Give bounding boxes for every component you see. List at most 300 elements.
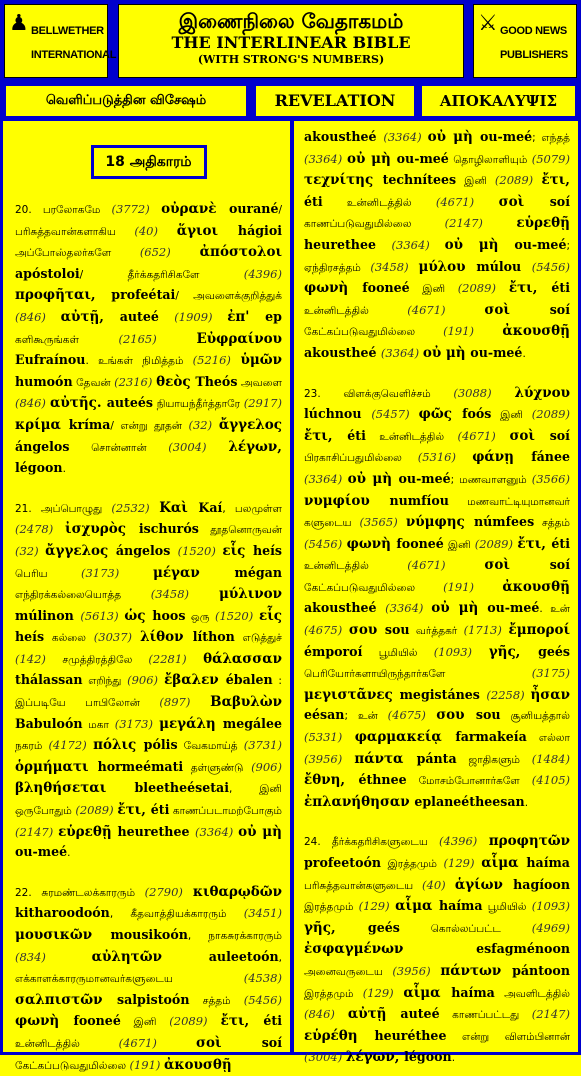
greek-word: σοὶ bbox=[196, 1034, 262, 1051]
strongs-number: (191) bbox=[443, 579, 503, 594]
transliteration: númfees bbox=[473, 514, 535, 530]
greek-word: ἔτι, bbox=[541, 172, 570, 189]
greek-word: αὐτῇ, bbox=[60, 308, 120, 325]
transliteration: hormeémati bbox=[97, 758, 184, 774]
transliteration: éti bbox=[150, 802, 170, 818]
transliteration: akoustheé bbox=[304, 344, 381, 360]
transliteration: auteé bbox=[400, 1006, 440, 1022]
greek-book-name: ΑΠΟΚΑΛΥΨΙΣ bbox=[420, 84, 577, 118]
greek-word: ἐπλανήθησαν bbox=[304, 793, 415, 810]
subtitle: (WITH STRONG'S NUMBERS) bbox=[197, 53, 385, 66]
transliteration: geés bbox=[538, 643, 570, 659]
strongs-number: (2089) bbox=[75, 803, 118, 818]
transliteration: hoos bbox=[152, 607, 186, 623]
strongs-number: (4969) bbox=[531, 920, 570, 935]
greek-word: λίθον bbox=[140, 629, 193, 646]
tamil-word: பூமியில் bbox=[362, 646, 434, 659]
transliteration: émporoí bbox=[304, 643, 363, 659]
greek-word: οὐ μὴ bbox=[347, 470, 399, 487]
tamil-word: எறிந்து bbox=[82, 675, 128, 688]
strongs-number: (3565) bbox=[359, 515, 406, 530]
strongs-number: (32) bbox=[188, 417, 219, 432]
right-verses bbox=[304, 127, 570, 1069]
verse bbox=[15, 498, 282, 864]
greek-word: αἷμα bbox=[395, 898, 439, 915]
transliteration: éti bbox=[263, 1013, 282, 1029]
transliteration: soí bbox=[549, 301, 570, 317]
strongs-number: (4675) bbox=[387, 708, 437, 723]
tamil-word: கொல்லப்பட்ட bbox=[399, 922, 532, 935]
transliteration: ou-meé bbox=[396, 150, 449, 166]
strongs-number: (129) bbox=[358, 899, 396, 914]
greek-word: ἅγιοι bbox=[176, 222, 238, 239]
greek-word: λύχνου bbox=[514, 384, 570, 401]
tamil-word: நியாயந்தீர்த்தாரே bbox=[152, 398, 244, 411]
transliteration: mégan bbox=[234, 564, 282, 580]
transliteration: auteé bbox=[119, 308, 175, 324]
transliteration: légoon bbox=[15, 460, 63, 476]
strongs-number: (3364) bbox=[304, 471, 348, 486]
greek-word: μύλινον bbox=[219, 586, 282, 603]
strongs-number: (2478) bbox=[15, 522, 66, 537]
transliteration: ou-meé bbox=[15, 844, 68, 860]
transliteration: kitharoodoón bbox=[15, 905, 110, 921]
transliteration: pólis bbox=[143, 737, 178, 753]
tamil-word: இனி bbox=[443, 538, 475, 551]
greek-word: ἔβαλεν bbox=[164, 672, 226, 689]
transliteration: pántoon bbox=[512, 962, 570, 978]
tamil-word: சொன்னான் bbox=[69, 441, 169, 454]
transliteration: ep bbox=[265, 308, 282, 324]
transliteration: mousikoón bbox=[110, 927, 188, 942]
tamil-word: அவளை bbox=[237, 376, 283, 389]
tamil-word: 22. சுரமண்டலக்காரரும் bbox=[15, 886, 145, 899]
strongs-number: (4671) bbox=[407, 302, 485, 317]
greek-word: γῆς, bbox=[488, 643, 539, 660]
strongs-number: (846) bbox=[15, 309, 61, 324]
verse bbox=[15, 882, 282, 1076]
transliteration: haíma bbox=[451, 984, 495, 1000]
strongs-number: (4671) bbox=[435, 194, 499, 209]
tamil-word: காணப்படாமற்போகும் bbox=[169, 805, 282, 818]
greek-word: ἀκουσθῇ bbox=[164, 1056, 232, 1073]
strongs-number: (906) bbox=[251, 759, 282, 774]
strongs-number: (1093) bbox=[433, 644, 489, 659]
tamil-word: இரத்தமும் bbox=[381, 858, 444, 870]
greek-word: εἷς bbox=[259, 607, 282, 624]
greek-word: ἀκουσθῇ bbox=[502, 323, 570, 340]
strongs-number: (5331) bbox=[304, 730, 355, 745]
tamil-word: இனி bbox=[120, 1016, 170, 1029]
strongs-number: (2917) bbox=[243, 396, 282, 411]
greek-word: ἔτι, bbox=[220, 1013, 264, 1030]
strongs-number: (1484) bbox=[531, 751, 570, 766]
greek-word: πόλις bbox=[93, 737, 144, 754]
transliteration: éti bbox=[347, 427, 366, 443]
strongs-number: (3451) bbox=[243, 906, 282, 921]
greek-word: εὑρεθῇ bbox=[58, 823, 118, 840]
strongs-number: (846) bbox=[15, 396, 50, 411]
transliteration: haíma bbox=[526, 855, 570, 870]
transliteration: Eufraínou bbox=[15, 352, 86, 368]
greek-word: φῶς bbox=[418, 406, 463, 423]
transliteration: soí bbox=[549, 193, 570, 209]
strongs-number: (4396) bbox=[439, 834, 489, 849]
greek-word: εὑρεθῇ bbox=[516, 215, 570, 232]
transliteration: éti bbox=[551, 280, 571, 296]
tamil-word: ; மணவாளனும் bbox=[450, 473, 532, 486]
left-logo-line2: INTERNATIONAL bbox=[31, 49, 117, 61]
transliteration: fánee bbox=[531, 449, 570, 465]
bellwether-logo-icon: ♟ bbox=[9, 11, 29, 36]
transliteration: heurethee bbox=[304, 236, 392, 252]
transliteration: auteés bbox=[106, 395, 153, 411]
greek-word: φωνὴ bbox=[304, 280, 363, 297]
tamil-word: , கீதவாத்தியக்காரரும் bbox=[109, 908, 244, 921]
strongs-number: (906) bbox=[127, 673, 165, 688]
greek-word: ἀκουσθῇ bbox=[502, 578, 570, 595]
strongs-number: (4538) bbox=[243, 971, 282, 986]
tamil-word: என்று விளம்பினான் bbox=[446, 1030, 570, 1043]
strongs-number: (846) bbox=[304, 1007, 348, 1022]
strongs-number: (652) bbox=[139, 245, 200, 260]
strongs-number: (3173) bbox=[114, 716, 160, 731]
greek-word: οὐρανὲ bbox=[161, 201, 229, 217]
tamil-word: ஒரு bbox=[185, 610, 215, 623]
tamil-word: பெரிய bbox=[15, 567, 81, 580]
tamil-word: ; உன் bbox=[344, 710, 388, 723]
transliteration: akoustheé bbox=[304, 129, 384, 144]
greek-word: κιθαρῳδῶν bbox=[192, 883, 282, 900]
strongs-number: (4172) bbox=[48, 738, 94, 753]
greek-word: ἰσχυρὸς bbox=[65, 521, 139, 538]
tamil-word: . bbox=[62, 463, 66, 476]
transliteration: hágioi bbox=[237, 222, 282, 238]
transliteration: auleetoón bbox=[208, 948, 279, 964]
tamil-word: சத்தம் bbox=[189, 994, 244, 1007]
transliteration: ou-meé bbox=[514, 236, 567, 252]
greek-word: σου bbox=[436, 707, 476, 724]
transliteration: heuréthee bbox=[374, 1027, 447, 1043]
greek-word: βληθήσεται bbox=[15, 780, 135, 797]
strongs-number: (1093) bbox=[531, 899, 570, 914]
strongs-number: (834) bbox=[15, 949, 92, 964]
tamil-word: , நாகசுரக்காரரும் bbox=[187, 930, 282, 942]
verse bbox=[15, 199, 282, 480]
tamil-word: இரத்தமும் bbox=[304, 987, 363, 1000]
strongs-number: (3772) bbox=[111, 202, 162, 216]
greek-word: τεχνίτης bbox=[304, 172, 383, 189]
strongs-number: (3364) bbox=[304, 151, 347, 166]
greek-word: λέγων, bbox=[228, 438, 282, 455]
strongs-number: (4671) bbox=[407, 558, 485, 573]
greek-word: ἔθνη, bbox=[304, 772, 359, 789]
greek-word: πάντων bbox=[440, 962, 513, 979]
greek-word: ὡς bbox=[124, 607, 153, 624]
strongs-number: (3004) bbox=[168, 439, 229, 454]
transliteration: sou bbox=[475, 707, 501, 723]
strongs-number: (2147) bbox=[444, 216, 517, 231]
left-column bbox=[0, 118, 292, 1073]
tamil-word: , எக்காளக்காரருமானவர்களுடைய bbox=[15, 951, 282, 986]
strongs-number: (2089) bbox=[531, 407, 570, 422]
strongs-number: (3173) bbox=[80, 565, 153, 580]
strongs-number: (3458) bbox=[370, 259, 419, 274]
strongs-number: (5456) bbox=[531, 259, 570, 274]
tamil-word: உன்னிடத்தில் bbox=[304, 304, 408, 317]
transliteration: fooneé bbox=[362, 280, 410, 296]
transliteration: akoustheé bbox=[304, 600, 386, 616]
left-verses bbox=[15, 199, 282, 1076]
strongs-number: (2790) bbox=[144, 884, 193, 899]
tamil-word: ; எந்தத் bbox=[532, 132, 571, 144]
good-news-logo-icon: ⚔ bbox=[478, 11, 498, 36]
strongs-number: (3956) bbox=[304, 751, 355, 766]
strongs-number: (3731) bbox=[243, 738, 282, 753]
greek-word: αὐτῆς. bbox=[50, 395, 107, 412]
right-logo-line2: PUBLISHERS bbox=[500, 49, 568, 61]
transliteration: eésan bbox=[304, 707, 345, 723]
good-news-logo bbox=[473, 4, 577, 78]
tamil-word: கேட்கப்படுவதுமில்லை bbox=[304, 581, 444, 594]
strongs-number: (2281) bbox=[148, 651, 204, 666]
strongs-number: (3458) bbox=[150, 587, 219, 602]
tamil-word: . bbox=[524, 796, 529, 809]
transliteration: technítees bbox=[382, 172, 457, 188]
strongs-number: (1713) bbox=[463, 623, 509, 638]
strongs-number: (2147) bbox=[15, 824, 59, 839]
tamil-word: கேட்கப்படுவதுமில்லை bbox=[15, 1059, 130, 1072]
tamil-word: எல்லா bbox=[526, 732, 570, 745]
greek-word: ἦσαν bbox=[530, 686, 570, 703]
strongs-number: (1909) bbox=[174, 309, 228, 324]
tamil-word: மகா bbox=[82, 718, 115, 731]
strongs-number: (3566) bbox=[531, 471, 570, 486]
greek-word: Εὐφραίνου bbox=[196, 330, 282, 347]
transliteration: éti bbox=[304, 193, 323, 209]
tamil-word: உன்னிடத்தில் bbox=[322, 196, 436, 209]
tamil-word: அனைவருடைய bbox=[304, 965, 393, 978]
strongs-number: (4671) bbox=[118, 1035, 197, 1050]
strongs-number: (5316) bbox=[417, 450, 473, 465]
chapter-label: 18 அதிகாரம் bbox=[105, 154, 192, 170]
tamil-word: உன்னிடத்தில் bbox=[365, 430, 458, 443]
tamil-word: மணவாட்டியுமானவர் களுடைய bbox=[304, 495, 570, 530]
english-book-name: REVELATION bbox=[254, 84, 416, 118]
greek-word: πάντα bbox=[354, 750, 417, 767]
transliteration: farmakeía bbox=[455, 729, 527, 745]
tamil-word: / தீர்க்கதரிசிகளே bbox=[79, 268, 244, 281]
transliteration: fooneé bbox=[73, 1013, 121, 1029]
greek-word: αὐλητῶν bbox=[91, 948, 209, 965]
greek-word: οὐ μὴ bbox=[427, 129, 480, 145]
transliteration: salpistoón bbox=[117, 991, 190, 1007]
transliteration: foós bbox=[462, 406, 492, 422]
right-column bbox=[292, 118, 581, 1066]
transliteration: ángelos bbox=[15, 438, 70, 454]
tamil-word: மோசம்போனார்களே bbox=[406, 775, 532, 788]
transliteration: fooneé bbox=[396, 535, 444, 551]
greek-word: μουσικῶν bbox=[15, 927, 111, 943]
greek-word: θεὸς bbox=[156, 373, 196, 390]
greek-word: αἷμα bbox=[481, 855, 527, 871]
strongs-number: (3037) bbox=[93, 630, 141, 645]
tamil-word: . உன் bbox=[539, 603, 570, 616]
transliteration: ébalen bbox=[225, 672, 273, 688]
tamil-word: காணப்பட்டது bbox=[439, 1009, 532, 1022]
greek-word: λέγων, bbox=[345, 1049, 405, 1066]
greek-word: προφητῶν bbox=[488, 833, 570, 850]
tamil-word: சத்தம் bbox=[534, 517, 570, 530]
tamil-word: உன்னிடத்தில் bbox=[15, 1037, 119, 1050]
transliteration: ou-meé bbox=[470, 344, 523, 360]
tamil-word: பரிசுத்தவான்களுடைய bbox=[304, 879, 423, 892]
tamil-word: கேட்கப்படுவதுமில்லை bbox=[304, 326, 444, 339]
transliteration: éti bbox=[551, 535, 571, 551]
strongs-number: (191) bbox=[129, 1057, 165, 1072]
greek-word: μεγάλη bbox=[159, 715, 223, 732]
tamil-word: நகரம் bbox=[15, 740, 49, 753]
chapter-heading bbox=[91, 145, 207, 179]
transliteration: ischurós bbox=[138, 521, 199, 537]
tamil-word: . bbox=[451, 1052, 456, 1065]
greek-word: μύλου bbox=[418, 258, 477, 275]
transliteration: heurethee bbox=[117, 823, 196, 839]
tamil-word: இரத்தமும் bbox=[304, 901, 359, 914]
transliteration: numfíou bbox=[389, 492, 449, 508]
tamil-word: . bbox=[67, 847, 71, 860]
greek-word: ἐπ' bbox=[227, 308, 266, 325]
strongs-number: (2532) bbox=[111, 500, 160, 515]
greek-word: οὐ μὴ bbox=[444, 236, 515, 253]
tamil-word: 20. பரலோகமே bbox=[15, 204, 112, 216]
tamil-word: சமுத்திரத்திலே bbox=[62, 653, 149, 666]
transliteration: Kaí bbox=[198, 499, 223, 515]
greek-word: ἔτι, bbox=[117, 802, 151, 819]
greek-word: εἷς bbox=[222, 542, 253, 559]
strongs-number: (4105) bbox=[531, 773, 571, 788]
transliteration: profeetoón bbox=[304, 855, 382, 870]
right-logo-line1: GOOD NEWS bbox=[500, 25, 567, 37]
tamil-word: . உங்கள் நிமித்தம் bbox=[85, 355, 193, 368]
tamil-word: அவளிடத்தில் bbox=[494, 987, 570, 1000]
transliteration: heís bbox=[252, 542, 282, 558]
transliteration: ou-meé bbox=[398, 470, 451, 486]
strongs-number: (2089) bbox=[457, 281, 509, 296]
greek-word: προφῆται, bbox=[15, 287, 112, 304]
greek-word: ἄγγελος bbox=[45, 542, 116, 559]
tamil-word: / என்று தூதன் bbox=[110, 419, 189, 432]
transliteration: soí bbox=[261, 1034, 282, 1050]
strongs-number: (897) bbox=[159, 695, 211, 710]
strongs-number: (3175) bbox=[531, 666, 570, 681]
strongs-number: (2147) bbox=[531, 1007, 570, 1022]
greek-word: ἔτι, bbox=[304, 427, 348, 444]
greek-word: κρίμα bbox=[15, 416, 69, 433]
strongs-number: (3364) bbox=[195, 824, 239, 839]
tamil-word: உன்னிடத்தில் bbox=[304, 560, 408, 573]
transliteration: líthon bbox=[192, 629, 235, 645]
tamil-title: இணைநிலை வேதாகமம் bbox=[178, 9, 404, 33]
greek-word: ἁγίων bbox=[454, 876, 514, 893]
greek-word: μέγαν bbox=[152, 564, 235, 581]
tamil-word: தேவன் bbox=[72, 376, 115, 389]
verse bbox=[304, 383, 570, 814]
greek-word: φωνὴ bbox=[15, 1013, 74, 1030]
greek-word: ἀπόστολοι bbox=[199, 244, 282, 261]
tamil-word: ஜாதிகளும் bbox=[456, 753, 532, 766]
strongs-number: (2316) bbox=[114, 374, 157, 389]
book-title-bar bbox=[0, 84, 581, 118]
tamil-word: வர்த்தகர் bbox=[409, 625, 464, 638]
tamil-word: / அவளைக்குறித்துக் bbox=[175, 290, 282, 303]
tamil-word: சூனியத்தால் bbox=[500, 710, 570, 723]
strongs-number: (2089) bbox=[474, 536, 518, 551]
bellwether-logo bbox=[4, 4, 117, 78]
greek-word: σου bbox=[348, 622, 385, 639]
strongs-number: (5079) bbox=[531, 151, 570, 166]
tamil-word: பிரகாசிப்பதுமில்லை bbox=[304, 452, 418, 465]
tamil-word: . bbox=[522, 347, 526, 360]
tamil-word: பூமியில் bbox=[482, 901, 532, 914]
transliteration: esfagménoon bbox=[476, 941, 570, 957]
tamil-word: , இனி ஒருபோதும் bbox=[15, 783, 282, 818]
tamil-word: இனி bbox=[491, 409, 532, 422]
strongs-number: (2165) bbox=[118, 331, 197, 346]
greek-word: θάλασσαν bbox=[203, 650, 282, 667]
strongs-number: (191) bbox=[443, 324, 503, 339]
transliteration: heís bbox=[15, 629, 45, 645]
greek-word: οὐ μὴ bbox=[238, 823, 282, 840]
tamil-word: எடுத்துச் bbox=[234, 632, 282, 645]
strongs-number: (2089) bbox=[494, 173, 542, 188]
transliteration: sou bbox=[384, 622, 410, 638]
transliteration: ángelos bbox=[115, 542, 178, 558]
strongs-number: (1520) bbox=[214, 608, 260, 623]
greek-word: φάνῃ bbox=[472, 449, 532, 466]
greek-word: νυμφίου bbox=[304, 492, 390, 509]
tamil-word: கல்லை bbox=[44, 632, 94, 645]
transliteration: légoon bbox=[404, 1049, 452, 1065]
tamil-word: களிகூருங்கள் bbox=[15, 333, 119, 346]
strongs-number: (129) bbox=[443, 856, 482, 870]
strongs-number: (3004) bbox=[304, 1050, 346, 1065]
transliteration: thálassan bbox=[15, 672, 83, 688]
title-block bbox=[118, 4, 464, 78]
transliteration: megistánes bbox=[399, 686, 487, 702]
greek-word: σαλπιστῶν bbox=[15, 991, 117, 1008]
tamil-word: / பரிசுத்தவான்களாகிய bbox=[15, 204, 283, 238]
strongs-number: (4675) bbox=[304, 623, 349, 638]
greek-word: σοὶ bbox=[484, 301, 550, 318]
tamil-word: 24. தீர்க்கதரிசிகளுடைய bbox=[304, 836, 440, 849]
greek-word: οὐ μὴ bbox=[431, 600, 488, 617]
greek-word: σοὶ bbox=[498, 193, 550, 210]
left-logo-line1: BELLWETHER bbox=[31, 25, 104, 37]
tamil-word: இனி bbox=[409, 283, 458, 296]
greek-word: εὑρέθη bbox=[304, 1027, 375, 1044]
greek-word: ἔτι, bbox=[517, 535, 552, 552]
transliteration: kríma bbox=[68, 416, 111, 432]
transliteration: humoón bbox=[15, 373, 73, 389]
transliteration: megálee bbox=[222, 715, 282, 731]
transliteration: lúchnou bbox=[304, 406, 372, 422]
transliteration: pánta bbox=[416, 750, 457, 766]
greek-word: νύμφης bbox=[405, 514, 474, 531]
strongs-number: (5613) bbox=[80, 608, 125, 623]
strongs-number: (3364) bbox=[385, 601, 432, 616]
strongs-number: (3364) bbox=[391, 237, 445, 252]
